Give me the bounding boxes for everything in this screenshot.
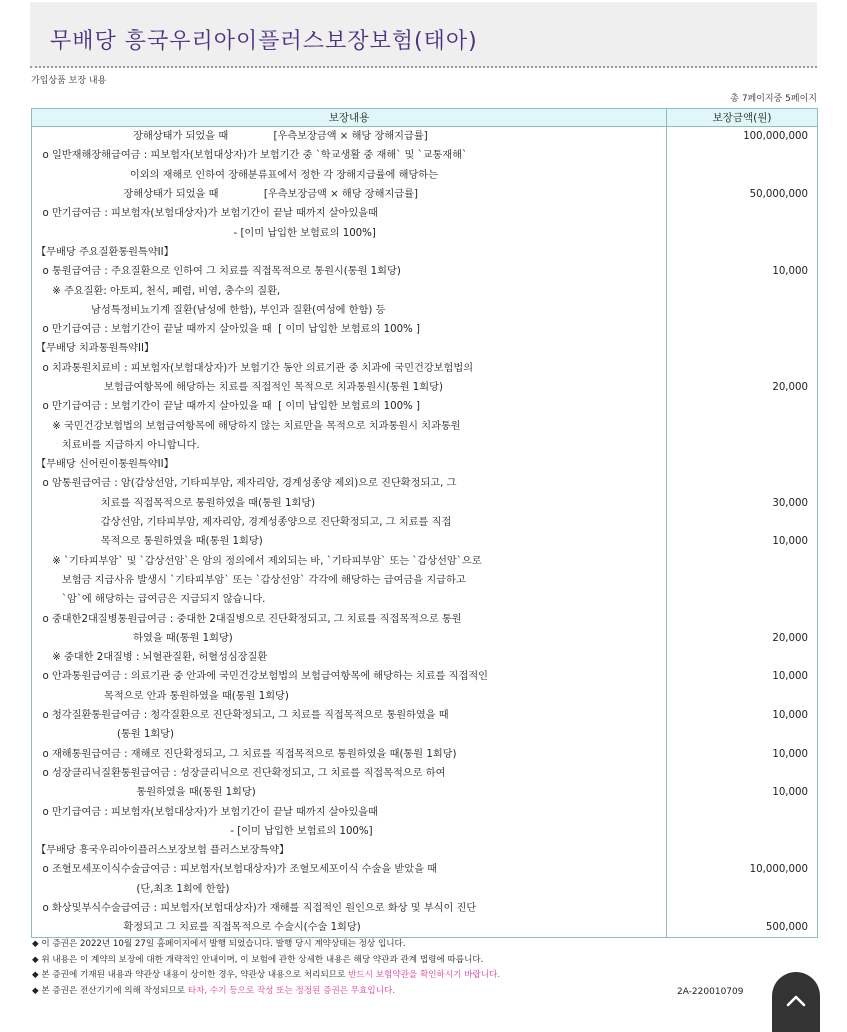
coverage-description: ※ 국민건강보험법의 보험급여항목에 해당하지 않는 치료만을 목적으로 치과통원시 치과통원 <box>32 416 667 435</box>
table-row <box>32 416 818 435</box>
coverage-amount <box>667 802 818 821</box>
notice-text: ◆ 이 증권은 2022년 10월 27일 홈페이지에서 발행 되었습니다. 발행 당시 계약상태는 정상 입니다. <box>32 939 406 949</box>
coverage-amount <box>667 590 818 609</box>
coverage-table <box>31 108 818 938</box>
table-row <box>32 860 818 879</box>
coverage-amount <box>667 339 818 358</box>
table-row <box>32 802 818 821</box>
coverage-amount: 10,000 <box>667 262 818 281</box>
coverage-amount: 10,000 <box>667 783 818 802</box>
table-row <box>32 339 818 358</box>
coverage-amount <box>667 725 818 744</box>
coverage-amount <box>667 281 818 300</box>
coverage-description: o 성장클리닉질환통원급여금 : 성장클리닉으로 진단확정되고, 그 치료를 직접목적으로 하여 <box>32 764 667 783</box>
coverage-amount <box>667 146 818 165</box>
table-header-row <box>32 109 818 127</box>
coverage-amount: 10,000 <box>667 532 818 551</box>
coverage-description: ※ `기타피부암` 및 `갑상선암`은 암의 정의에서 제외되는 바, `기타피부암` 또는 `갑상선암`으로 <box>32 552 667 571</box>
table-row <box>32 667 818 686</box>
coverage-description: 하였을 때(통원 1회당) <box>32 629 667 648</box>
coverage-description: 남성특정비뇨기계 질환(남성에 한함), 부인과 질환(여성에 한함) 등 <box>32 301 667 320</box>
table-row <box>32 706 818 725</box>
table-row <box>32 281 818 300</box>
table-row <box>32 532 818 551</box>
table-row <box>32 455 818 474</box>
table-row <box>32 687 818 706</box>
table-row <box>32 301 818 320</box>
coverage-description: (통원 1회당) <box>32 725 667 744</box>
coverage-amount <box>667 204 818 223</box>
coverage-amount: 500,000 <box>667 918 818 938</box>
coverage-description: 보험금 지급사유 발생시 `기타피부암` 또는 `갑상선암` 각각에 해당하는 급여금을 지급하고 <box>32 571 667 590</box>
coverage-description: o 통원급여금 : 주요질환으로 인하여 그 치료를 직접목적으로 통원시(통원 1회당) <box>32 262 667 281</box>
table-row <box>32 204 818 223</box>
coverage-amount <box>667 223 818 242</box>
page-title: 무배당 흥국우리아이플러스보장보험(태아) <box>50 29 478 54</box>
table-row <box>32 243 818 262</box>
table-row <box>32 378 818 397</box>
coverage-description: 갑상선암, 기타피부암, 제자리암, 경계성종양으로 진단확정되고, 그 치료를 직접 <box>32 513 667 532</box>
coverage-description: 목적으로 통원하였을 때(통원 1회당) <box>32 532 667 551</box>
table-row <box>32 918 818 938</box>
table-row <box>32 436 818 455</box>
table-body <box>32 127 818 938</box>
coverage-description: 【무배당 흥국우리아이플러스보장보험 플러스보장특약】 <box>32 841 667 860</box>
notice-text: ◆ 본 증권은 전산기기에 의해 작성되므로 <box>32 985 188 996</box>
table-row <box>32 359 818 378</box>
coverage-amount <box>667 513 818 532</box>
table-row <box>32 320 818 339</box>
coverage-description: o 치과통원치료비 : 피보험자(보험대상자)가 보험기간 동안 의료기관 중 치과에 국민건강보험법의 <box>32 359 667 378</box>
coverage-amount <box>667 899 818 918</box>
coverage-amount: 10,000 <box>667 706 818 725</box>
table-row <box>32 223 818 242</box>
table-row <box>32 571 818 590</box>
table-row <box>32 629 818 648</box>
coverage-description: 장해상태가 되었을 때 [우측보장금액 × 해당 장해지급률] <box>32 127 667 147</box>
coverage-amount <box>667 648 818 667</box>
coverage-description: ※ 주요질환: 아토피, 천식, 폐렴, 비염, 충수의 질환, <box>32 281 667 300</box>
coverage-description: o 재해통원급여금 : 재해로 진단확정되고, 그 치료를 직접목적으로 통원하였을 때(통원 1회당) <box>32 745 667 764</box>
scroll-top-button[interactable] <box>772 972 820 1032</box>
notice-line <box>32 953 822 969</box>
coverage-amount: 100,000,000 <box>667 127 818 147</box>
coverage-description: o 중대한2대질병통원급여금 : 중대한 2대질병으로 진단확정되고, 그 치료를 직접목적으로 통원 <box>32 609 667 628</box>
subtitle: 가입상품 보장 내용 <box>31 76 107 86</box>
table-row <box>32 146 818 165</box>
table-row <box>32 166 818 185</box>
table-row <box>32 725 818 744</box>
coverage-description: 이외의 재해로 인하여 장해분류표에서 정한 각 장해지급률에 해당하는 <box>32 166 667 185</box>
table-row <box>32 397 818 416</box>
table-row <box>32 552 818 571</box>
coverage-amount <box>667 880 818 899</box>
coverage-description: ※ 중대한 2대질병 : 뇌혈관질환, 허혈성심장질환 <box>32 648 667 667</box>
table-row <box>32 494 818 513</box>
coverage-amount <box>667 764 818 783</box>
coverage-amount <box>667 474 818 493</box>
chevron-up-icon <box>785 992 807 1008</box>
coverage-description: 보험급여항목에 해당하는 치료를 직접적인 목적으로 치과통원시(통원 1회당) <box>32 378 667 397</box>
coverage-description: o 일반재해장해급여금 : 피보험자(보험대상자)가 보험기간 중 `학교생활 중 재해` 및 `교통재해` <box>32 146 667 165</box>
document-code: 2A-220010709 <box>677 987 744 997</box>
coverage-description: 치료를 직접목적으로 통원하였을 때(통원 1회당) <box>32 494 667 513</box>
coverage-description: 치료비를 지급하지 아니합니다. <box>32 436 667 455</box>
table-row <box>32 127 818 147</box>
table-row <box>32 513 818 532</box>
table-row <box>32 262 818 281</box>
table-row <box>32 474 818 493</box>
coverage-description: o 화상및부식수술급여금 : 피보험자(보험대상자)가 재해를 직접적인 원인으로 화상 및 부식이 진단 <box>32 899 667 918</box>
coverage-description: o 만기급여금 : 보험기간이 끝날 때까지 살아있을 때 [ 이미 납입한 보험료의 100% ] <box>32 397 667 416</box>
coverage-description: o 조혈모세포이식수술급여금 : 피보험자(보험대상자)가 조혈모세포이식 수술을 받았을 때 <box>32 860 667 879</box>
coverage-description: (단,최초 1회에 한함) <box>32 880 667 899</box>
coverage-amount <box>667 822 818 841</box>
coverage-amount <box>667 455 818 474</box>
coverage-description: - [이미 납입한 보험료의 100%] <box>32 822 667 841</box>
notice-highlight: 반드시 보험약관을 확인하시기 바랍니다. <box>348 970 501 980</box>
coverage-amount: 50,000,000 <box>667 185 818 204</box>
notice-text: ◆ 본 증권에 기재된 내용과 약관상 내용이 상이한 경우, 약관상 내용으로 처리되므로 <box>32 970 349 980</box>
table-row <box>32 764 818 783</box>
table-row <box>32 609 818 628</box>
table-row <box>32 822 818 841</box>
table-row <box>32 648 818 667</box>
coverage-description: 확정되고 그 치료를 직접목적으로 수술시(수술 1회당) <box>32 918 667 938</box>
coverage-amount <box>667 571 818 590</box>
coverage-description: o 만기급여금 : 피보험자(보험대상자)가 보험기간이 끝날 때까지 살아있을때 <box>32 802 667 821</box>
notice-highlight: 타자, 수기 등으로 작성 또는 정정된 증권은 무효입니다. <box>187 985 396 996</box>
table-row <box>32 783 818 802</box>
coverage-description: o 청각질환통원급여금 : 청각질환으로 진단확정되고, 그 치료를 직접목적으로 통원하였을 때 <box>32 706 667 725</box>
coverage-description: 목적으로 안과 통원하였을 때(통원 1회당) <box>32 687 667 706</box>
table-row <box>32 899 818 918</box>
table-row <box>32 745 818 764</box>
table-row <box>32 590 818 609</box>
column-header-coverage: 보장내용 <box>32 109 667 127</box>
coverage-amount <box>667 552 818 571</box>
page-indicator: 총 7페이지중 5페이지 <box>730 94 817 104</box>
coverage-amount: 10,000,000 <box>667 860 818 879</box>
coverage-amount <box>667 436 818 455</box>
coverage-description: 【무배당 주요질환통원특약II】 <box>32 243 667 262</box>
coverage-description: 【무배당 신어린이통원특약II】 <box>32 455 667 474</box>
coverage-amount: 20,000 <box>667 629 818 648</box>
coverage-amount <box>667 359 818 378</box>
coverage-description: 장해상태가 되었을 때 [우측보장금액 × 해당 장해지급률] <box>32 185 667 204</box>
coverage-amount <box>667 609 818 628</box>
table-row <box>32 841 818 860</box>
coverage-amount: 10,000 <box>667 745 818 764</box>
notice-text: ◆ 위 내용은 이 계약의 보장에 대한 개략적인 안내이며, 이 보험에 관한 상세한 내용은 해당 약관과 관계 법령에 따릅니다. <box>32 954 484 965</box>
coverage-amount <box>667 301 818 320</box>
coverage-description: o 안과통원급여금 : 의료기관 중 안과에 국민건강보험법의 보험급여항목에 해당하는 치료를 직접적인 <box>32 667 667 686</box>
notice-line <box>32 968 822 984</box>
coverage-description: - [이미 납입한 보험료의 100%] <box>32 223 667 242</box>
coverage-amount: 10,000 <box>667 667 818 686</box>
coverage-amount: 20,000 <box>667 378 818 397</box>
coverage-description: 【무배당 치과통원특약II】 <box>32 339 667 358</box>
coverage-amount <box>667 841 818 860</box>
coverage-description: o 만기급여금 : 피보험자(보험대상자)가 보험기간이 끝날 때까지 살아있을때 <box>32 204 667 223</box>
coverage-description: `암`에 해당하는 급여금은 지급되지 않습니다. <box>32 590 667 609</box>
column-header-amount: 보장금액(원) <box>667 109 818 127</box>
table-row <box>32 880 818 899</box>
coverage-amount <box>667 166 818 185</box>
coverage-amount <box>667 687 818 706</box>
coverage-description: o 암통원급여금 : 암(갑상선암, 기타피부암, 제자리암, 경계성종양 제외)으로 진단확정되고, 그 <box>32 474 667 493</box>
coverage-amount <box>667 320 818 339</box>
coverage-amount <box>667 243 818 262</box>
table-row <box>32 185 818 204</box>
coverage-description: o 만기급여금 : 보험기간이 끝날 때까지 살아있을 때 [ 이미 납입한 보험료의 100% ] <box>32 320 667 339</box>
coverage-amount: 30,000 <box>667 494 818 513</box>
title-band <box>30 2 817 68</box>
coverage-description: 통원하였을 때(통원 1회당) <box>32 783 667 802</box>
coverage-amount <box>667 397 818 416</box>
notice-line <box>32 937 822 953</box>
coverage-amount <box>667 416 818 435</box>
